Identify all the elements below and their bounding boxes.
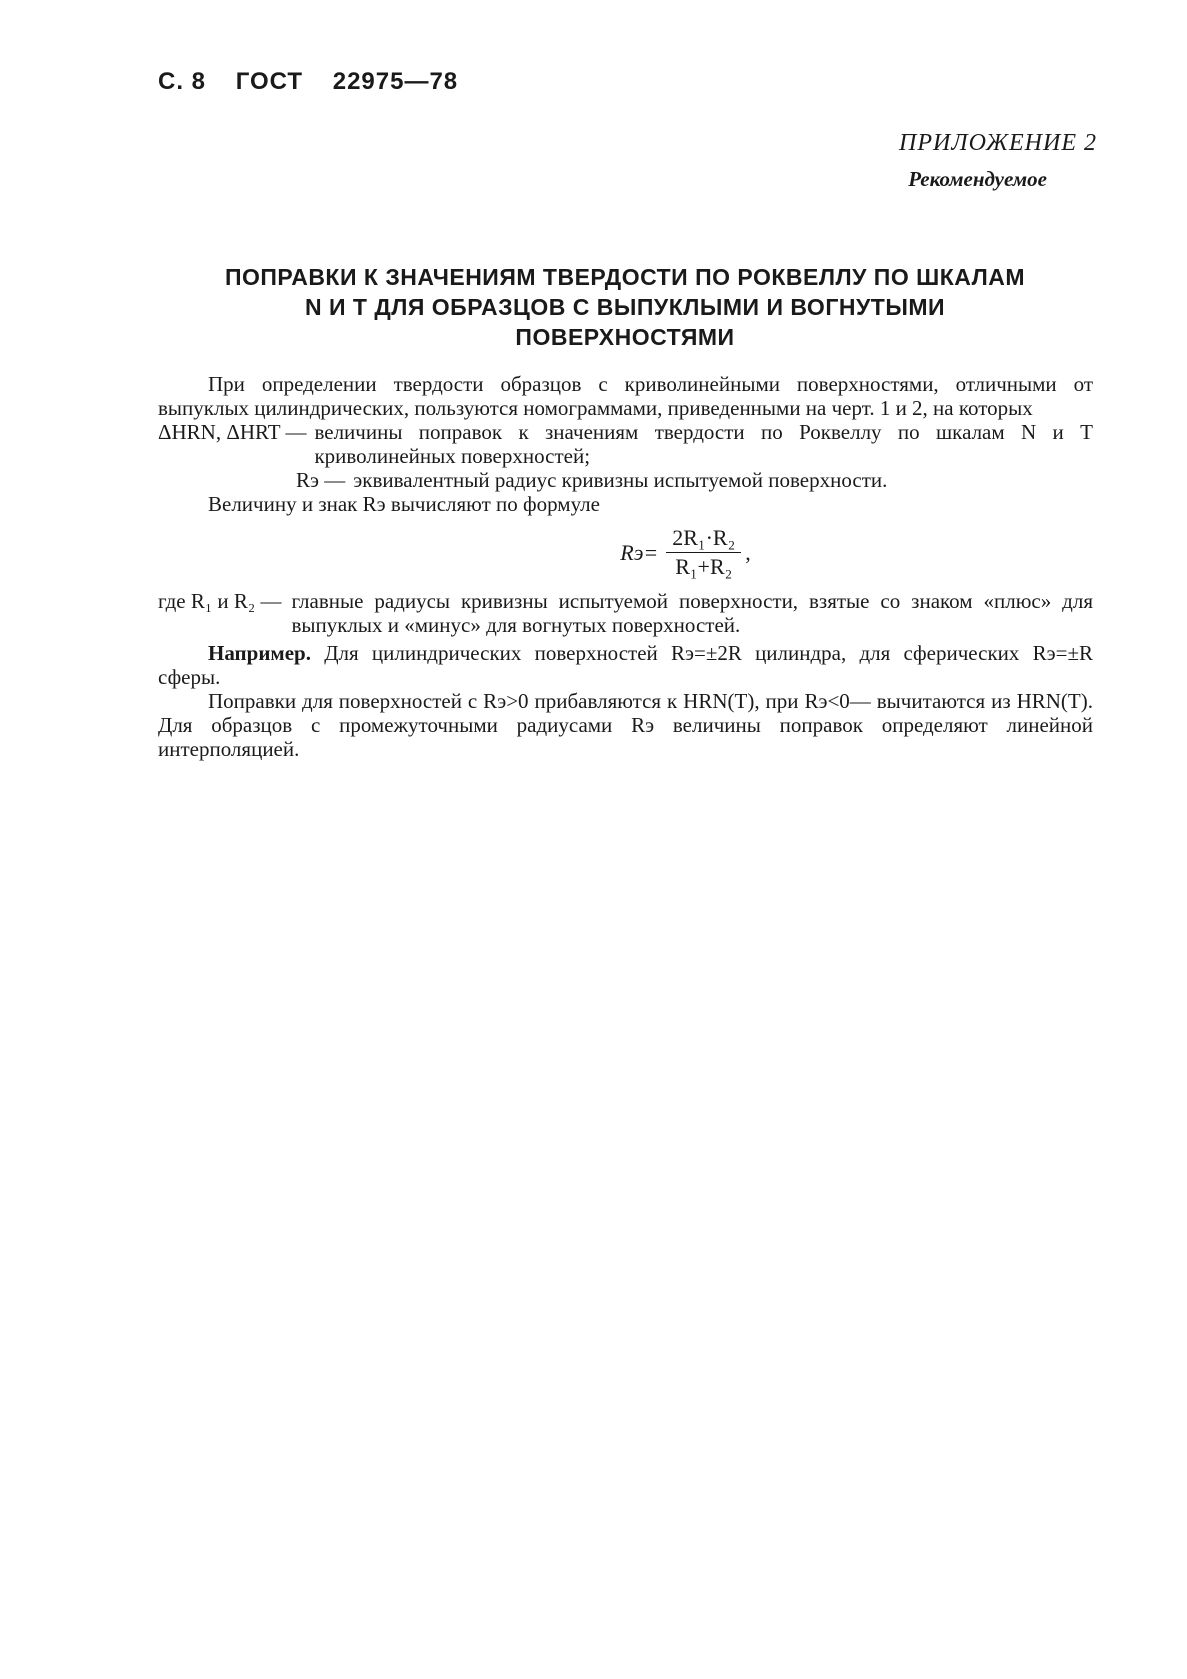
- formula-fraction: [666, 526, 741, 579]
- formula-lhs: Rэ=: [620, 539, 659, 565]
- definition-term: Rэ —: [296, 468, 346, 492]
- appendix-label: ПРИЛОЖЕНИЕ 2: [899, 130, 1097, 156]
- formula: [278, 526, 1093, 579]
- example-text: Для цилиндрических поверхностей Rэ=±2R цилиндра, для сферических Rэ=±R сферы.: [158, 641, 1093, 689]
- title-line-1: ПОПРАВКИ К ЗНАЧЕНИЯМ ТВЕРДОСТИ ПО РОКВЕЛЛУ ПО ШКАЛАМ: [224, 264, 1026, 290]
- title-line-3: ПОВЕРХНОСТЯМИ: [515, 324, 735, 350]
- definition-text: эквивалентный радиус кривизны испытуемой поверхности.: [353, 468, 888, 492]
- intro-paragraph: При определении твердости образцов с криволинейными поверхностями, отличными от выпуклых цилиндрических, пользуются номограммами, приведенными на черт. 1 и 2, на которых: [158, 372, 1093, 420]
- correction-paragraph: Поправки для поверхностей с Rэ>0 прибавляются к HRN(T), при Rэ<0— вычитаются из HRN(T). Для образцов с промежуточными радиусами Rэ величины поправок определяют линейной интерполяцией.: [158, 689, 1093, 761]
- where-term: где R₁ и R₂ —: [158, 589, 282, 613]
- title-line-2: N И Т ДЛЯ ОБРАЗЦОВ С ВЫПУКЛЫМИ И ВОГНУТЫМИ: [304, 294, 946, 320]
- example-paragraph: [158, 641, 1093, 689]
- definition-text: величины поправок к значениям твердости по Роквеллу по шкалам N и Т криволинейных поверхностей;: [314, 420, 1093, 468]
- standard-number: 22975—78: [332, 68, 459, 95]
- example-label: Например.: [208, 641, 311, 665]
- page-header: [158, 68, 480, 96]
- page-number: С. 8: [158, 68, 207, 95]
- definition-radius: [158, 468, 1093, 492]
- document-body: [158, 372, 1093, 761]
- definition-delta: [158, 420, 1093, 468]
- formula-intro: Величину и знак Rэ вычисляют по формуле: [208, 492, 600, 516]
- formula-denominator: R₁+R₂: [675, 554, 733, 579]
- formula-numerator: 2R₁·R₂: [666, 526, 741, 553]
- appendix-status: Рекомендуемое: [908, 167, 1047, 191]
- formula-tail: ,: [745, 539, 751, 565]
- definition-term: ΔHRN, ΔHRT —: [158, 420, 307, 444]
- appendix-block: [899, 130, 1097, 192]
- standard-label: ГОСТ: [235, 68, 304, 95]
- section-title: [150, 262, 1100, 352]
- where-text: главные радиусы кривизны испытуемой поверхности, взятые со знаком «плюс» для выпуклых и «минус» для вогнутых поверхностей.: [291, 589, 1093, 637]
- where-clause: [158, 589, 1093, 637]
